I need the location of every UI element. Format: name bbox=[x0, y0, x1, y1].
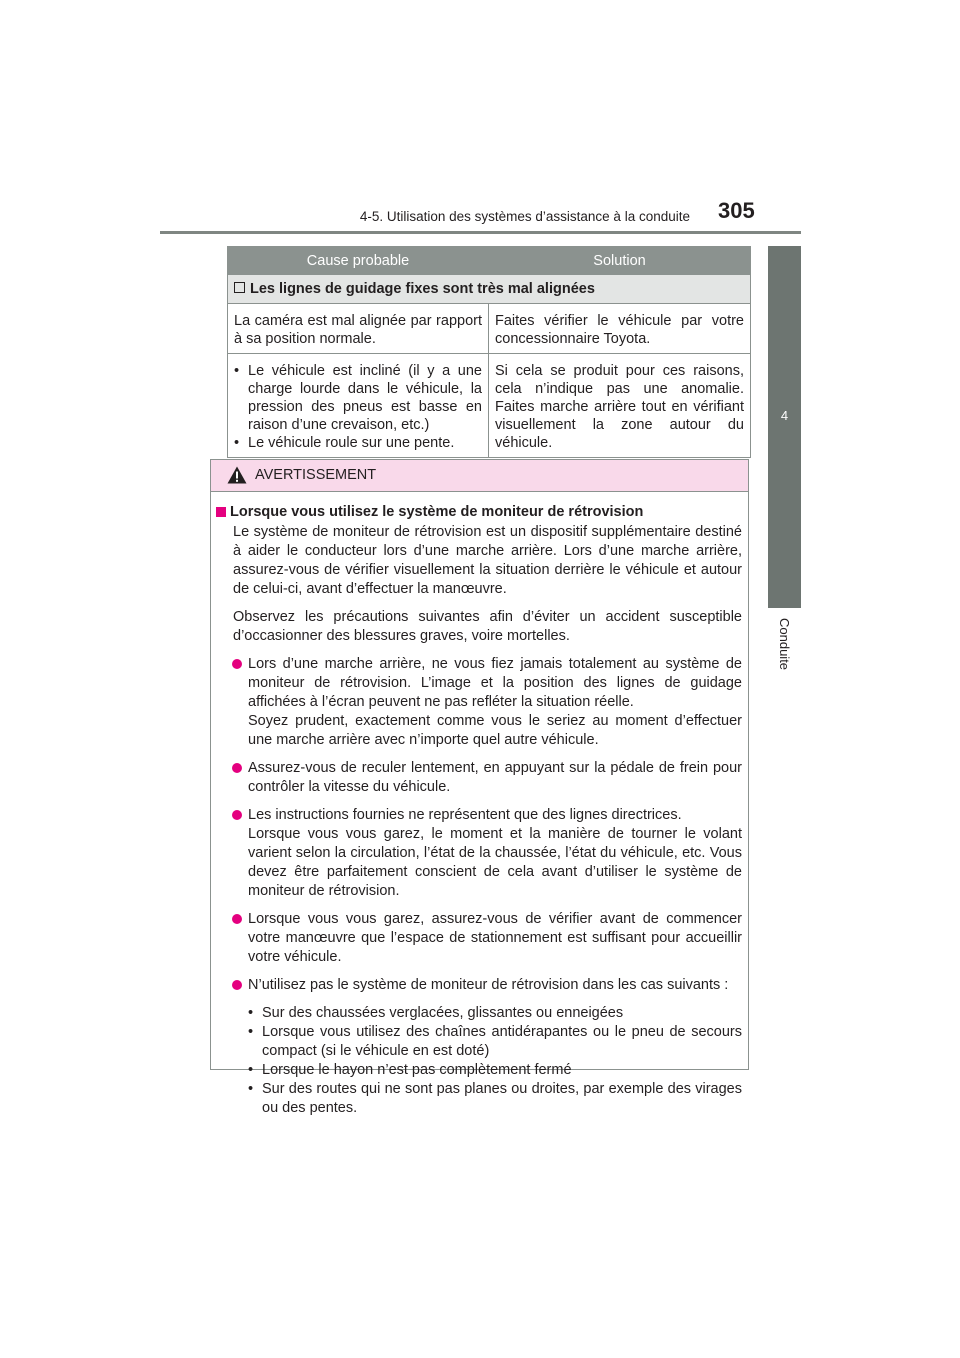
warning-item: Assurez-vous de reculer lentement, en appuyant sur la pédale de frein pour contrôler la vitesse du véhicule. bbox=[216, 759, 742, 797]
table-row bbox=[228, 354, 751, 458]
cause-item: • Le véhicule est incliné (il y a une charge lourde dans le véhicule, la pression des pneus est basse en raison d’une crevaison, etc.) bbox=[234, 363, 482, 433]
section-title: 4-5. Utilisation des systèmes d’assistance à la conduite bbox=[359, 209, 690, 224]
column-header-cause: Cause probable bbox=[228, 247, 489, 275]
circle-bullet-icon bbox=[232, 914, 242, 924]
warning-header bbox=[211, 460, 748, 492]
checkbox-icon bbox=[234, 282, 245, 293]
warning-paragraph: Le système de moniteur de rétrovision est un dispositif supplémentaire destiné à aider le conducteur lors d’une marche arrière. Lors d’une marche arrière, assurez-vous de vérifier visuellement la situation derrière le véhicule et autour de celui-ci, avant d’effectuer la manœuvre. bbox=[233, 524, 742, 597]
warning-title: AVERTISSEMENT bbox=[255, 467, 377, 483]
page-number: 305 bbox=[718, 198, 755, 223]
cause-item: • Le véhicule roule sur une pente. bbox=[234, 435, 455, 451]
warning-sub-item: • Lorsque le hayon n’est pas complètement fermé bbox=[248, 1062, 572, 1078]
square-bullet-icon bbox=[216, 507, 226, 517]
circle-bullet-icon bbox=[232, 980, 242, 990]
column-header-solution: Solution bbox=[489, 247, 751, 275]
table-row bbox=[228, 304, 751, 354]
table-section-cell bbox=[228, 275, 751, 304]
warning-sub-item: • Sur des routes qui ne sont pas planes ou droites, par exemple des virages ou des pentes. bbox=[248, 1081, 742, 1116]
warning-body bbox=[211, 492, 748, 1118]
table-section-row bbox=[228, 275, 751, 304]
warning-item: Les instructions fournies ne représentent que des lignes directrices. Lorsque vous vous garez, le moment et la manière de tourner le volant varient selon la circulation, l’état de la chaussée, l’état du véhicule, etc. Vous devez être parfaitement conscient de cela avant d’utiliser le système de moniteur de rétrovision. bbox=[216, 806, 742, 901]
chapter-number: 4 bbox=[780, 408, 789, 423]
chapter-label: Conduite bbox=[777, 618, 792, 671]
warning-paragraph: Observez les précautions suivantes afin d’éviter un accident susceptible d’occasionner des blessures graves, voire mortelles. bbox=[233, 609, 742, 644]
warning-item: Lors d’une marche arrière, ne vous fiez jamais totalement au système de moniteur de rétrovision. L’image et la position des lignes de guidage affichées à l’écran peuvent ne pas refléter la situation réelle. Soyez prudent, exactement comme vous le seriez au moment d’effectuer une marche arrière avec n’importe quel autre véhicule. bbox=[216, 655, 742, 750]
cause-solution-table bbox=[227, 246, 751, 458]
cause-cell: La caméra est mal alignée par rapport à sa position normale. bbox=[228, 304, 489, 354]
warning-triangle-icon bbox=[227, 466, 247, 484]
header-divider bbox=[160, 231, 801, 234]
warning-item: N’utilisez pas le système de moniteur de rétrovision dans les cas suivants : bbox=[216, 976, 742, 995]
chapter-tab[interactable] bbox=[768, 246, 801, 608]
warning-box bbox=[210, 459, 749, 1116]
cause-cell bbox=[228, 354, 489, 458]
warning-sub-item: • Sur des chaussées verglacées, glissantes ou enneigées bbox=[248, 1005, 624, 1021]
table-header-row bbox=[228, 247, 751, 275]
warning-sub-list bbox=[216, 1004, 742, 1118]
circle-bullet-icon bbox=[232, 763, 242, 773]
solution-cell: Faites vérifier le véhicule par votre concessionnaire Toyota. bbox=[489, 304, 751, 354]
warning-item: Lorsque vous vous garez, assurez-vous de vérifier avant de commencer votre manœuvre que l’espace de stationnement est suffisant pour accueillir votre véhicule. bbox=[216, 910, 742, 967]
circle-bullet-icon bbox=[232, 810, 242, 820]
solution-cell: Si cela se produit pour ces raisons, cela n’indique pas une anomalie. Faites marche arrière tout en vérifiant visuellement la zone autour du véhicule. bbox=[489, 354, 751, 458]
warning-heading: Lorsque vous utilisez le système de moniteur de rétrovision bbox=[216, 503, 742, 522]
table-section-title: Les lignes de guidage fixes sont très mal alignées bbox=[250, 281, 595, 297]
warning-sub-item: • Lorsque vous utilisez des chaînes antidérapantes ou le pneu de secours compact (si le véhicule en est doté) bbox=[248, 1024, 742, 1059]
circle-bullet-icon bbox=[232, 659, 242, 669]
